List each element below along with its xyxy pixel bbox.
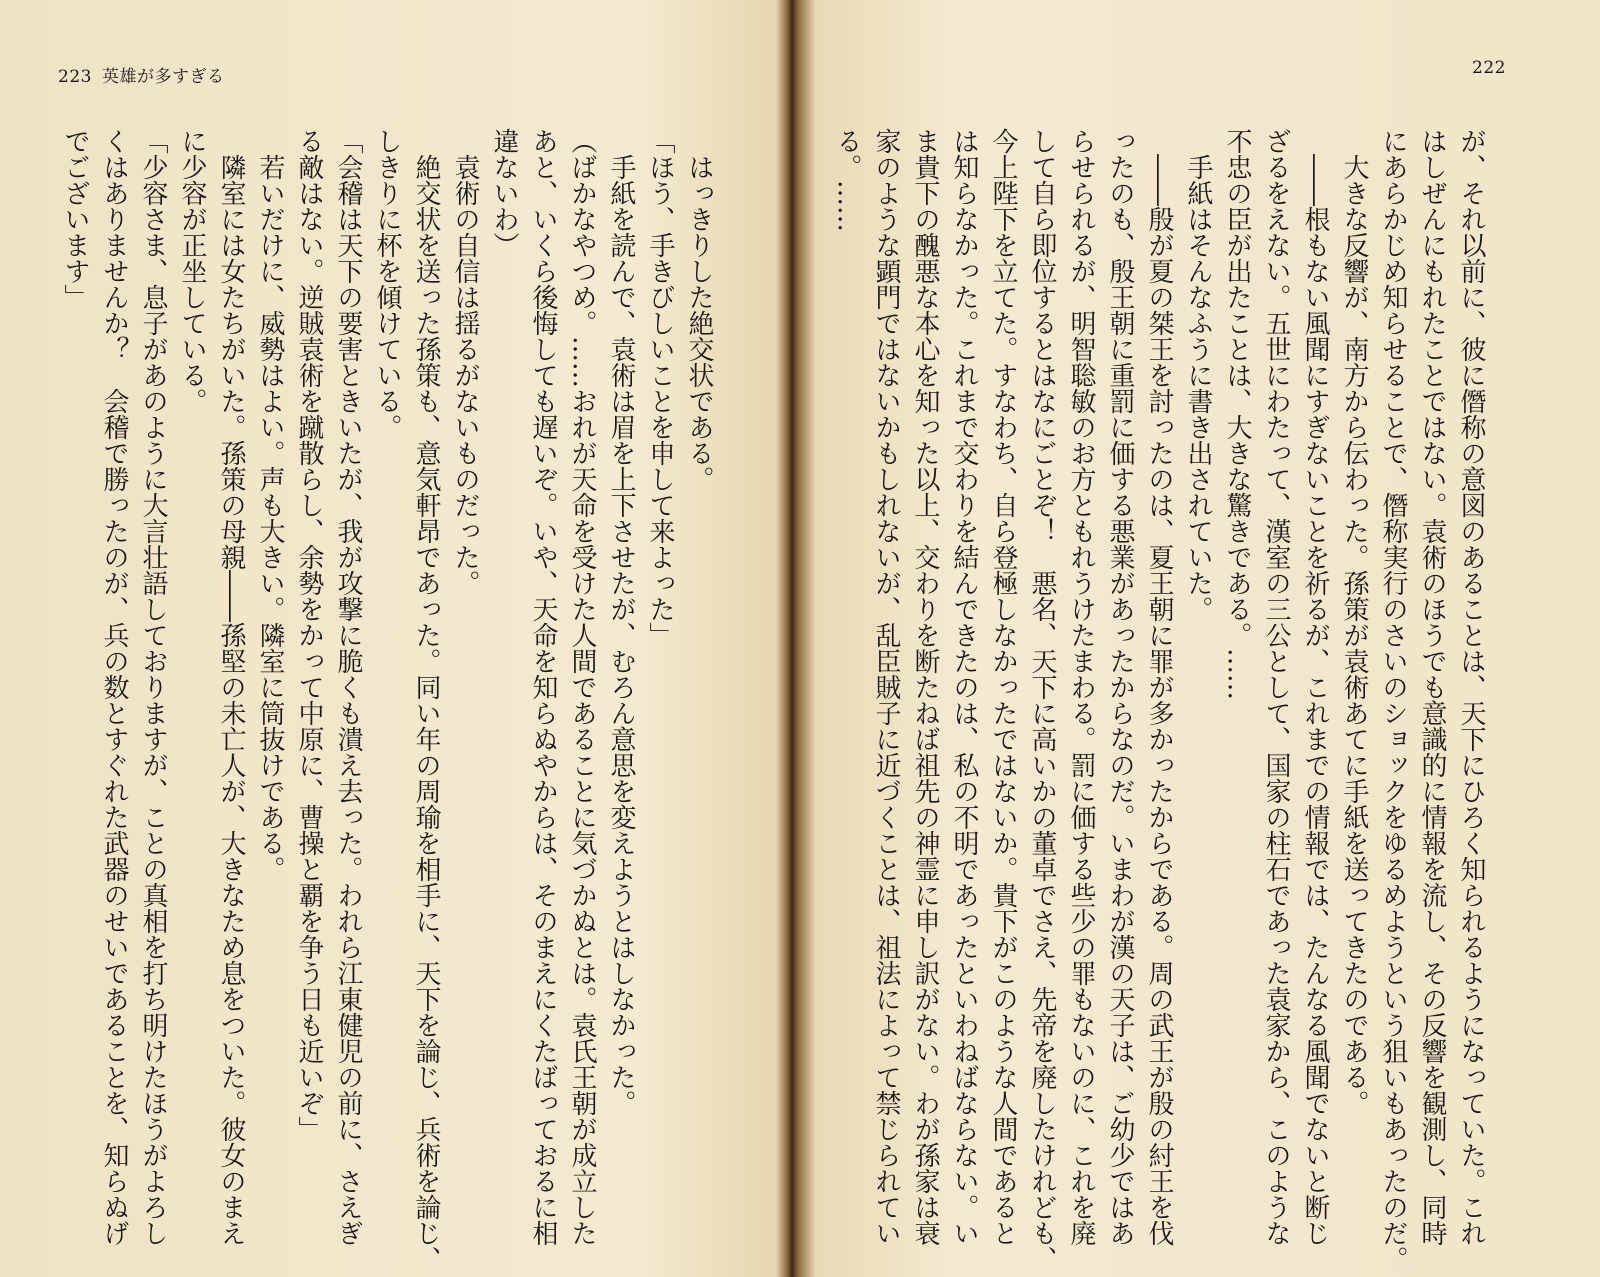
text-line: に少容が正坐している。 — [177, 128, 207, 414]
text-line: ったのも、殷王朝に重罰に価する悪業があったからなのだ。いまわが漢の天子は、ご幼少ではあ — [1105, 128, 1135, 1246]
page-header — [58, 62, 224, 87]
text-line: ざるをえない。五世にわたって、漢室の三公として、国家の柱石であった袁家から、このような — [1261, 128, 1291, 1246]
text-line: 手紙はそんなふうに書き出されていた。 — [1183, 128, 1213, 622]
text-line: 手紙を読んで、袁術は眉を上下させたが、むろん意思を変えようとはしなかった。 — [606, 128, 636, 1116]
text-line: 今上陛下を立てた。すなわち、自ら登極しなかったではないか。貴下がこのような人間であると — [988, 128, 1018, 1246]
text-line: 「ほう、手きびしいことを申して来よった」 — [645, 128, 675, 648]
text-line: 若いだけに、威勢はよい。声も大きい。隣室に筒抜けである。 — [255, 128, 285, 882]
text-line: 絶交状を送った孫策も、意気軒昂であった。同い年の周瑜を相手に、天下を論じ、兵術を論じ、 — [411, 128, 441, 1272]
left-page — [0, 0, 780, 1277]
text-line: らせられるが、明智聡敏のお方ともれうけたまわる。罰に価する些少の罪もないのに、これを廃 — [1066, 128, 1096, 1246]
text-line: る。…… — [832, 128, 862, 232]
text-line: ま貴下の醜悪な本心を知った以上、交わりを断たねば祖先の神霊に申し訳がない。わが孫家は衰 — [910, 128, 940, 1246]
right-page — [790, 0, 1600, 1277]
text-line: が、それ以前に、彼に僭称の意図のあることは、天下にひろく知られるようになっていた。これ — [1456, 128, 1486, 1246]
page-number: 223 — [58, 67, 92, 87]
text-line: ――根もない風聞にすぎないことを祈るが、これまでの情報では、たんなる風聞でないと断じ — [1300, 128, 1330, 1246]
text-line: して自ら即位するとはなにごとぞ！ 悪名、天下に高いかの董卓でさえ、先帝を廃したけれども、 — [1027, 128, 1057, 1272]
text-line: でございます」 — [60, 128, 90, 310]
text-line: （ばかなやつめ。……おれが天命を受けた人間であることに気づかぬとは。袁氏王朝が成立した — [567, 128, 597, 1246]
text-line: 「会稽は天下の要害ときいたが、我が攻撃に脆くも潰え去った。われら江東健児の前に、さえぎ — [333, 128, 363, 1246]
body-text — [55, 128, 718, 1272]
body-text — [827, 128, 1490, 1272]
text-line: しきりに杯を傾けている。 — [372, 128, 402, 440]
text-line: くはありませんか？ 会稽で勝ったのが、兵の数とすぐれた武器のせいであることを、知らぬげ — [99, 128, 129, 1246]
text-line: 大きな反響が、南方から伝わった。孫策が袁術あてに手紙を送ってきたのである。 — [1339, 128, 1369, 1116]
text-line: 違ないわ） — [489, 128, 519, 258]
text-line: 「少容さま、息子があのように大言壮語しておりますが、ことの真相を打ち明けたほうがよろし — [138, 128, 168, 1246]
text-line: 家のような顕門ではないかもしれないが、乱臣賊子に近づくことは、祖法によって禁じられてい — [871, 128, 901, 1246]
text-line: あと、いくら後悔しても遅いぞ。いや、天命を知らぬやからは、そのまえにくたばっておるに相 — [528, 128, 558, 1246]
page-number: 222 — [1472, 58, 1506, 78]
running-title: 英雄が多すぎる — [101, 67, 225, 87]
text-line: にあらかじめ知らせることで、僭称実行のさいのショックをゆるめようという狙いもあったのだ。 — [1378, 128, 1408, 1272]
text-line: はしぜんにもれたことではない。袁術のほうでも意識的に情報を流し、その反響を観測し、同時 — [1417, 128, 1447, 1246]
text-line: ――殷が夏の桀王を討ったのは、夏王朝に罪が多かったからである。周の武王が殷の紂王を伐 — [1144, 128, 1174, 1246]
text-line: る敵はない。逆賊袁術を蹴散らし、余勢をかって中原に、曹操と覇を争う日も近いぞ」 — [294, 128, 324, 1142]
text-line: は知らなかった。これまで交わりを結んできたのは、私の不明であったといわねばならない。い — [949, 128, 979, 1246]
text-line: 袁術の自信は揺るがないものだった。 — [450, 128, 480, 596]
text-line: 隣室には女たちがいた。孫策の母親――孫堅の未亡人が、大きなため息をついた。彼女のまえ — [216, 128, 246, 1246]
text-line: 不忠の臣が出たことは、大きな驚きである。…… — [1222, 128, 1252, 700]
text-line: はっきりした絶交状である。 — [684, 128, 714, 492]
